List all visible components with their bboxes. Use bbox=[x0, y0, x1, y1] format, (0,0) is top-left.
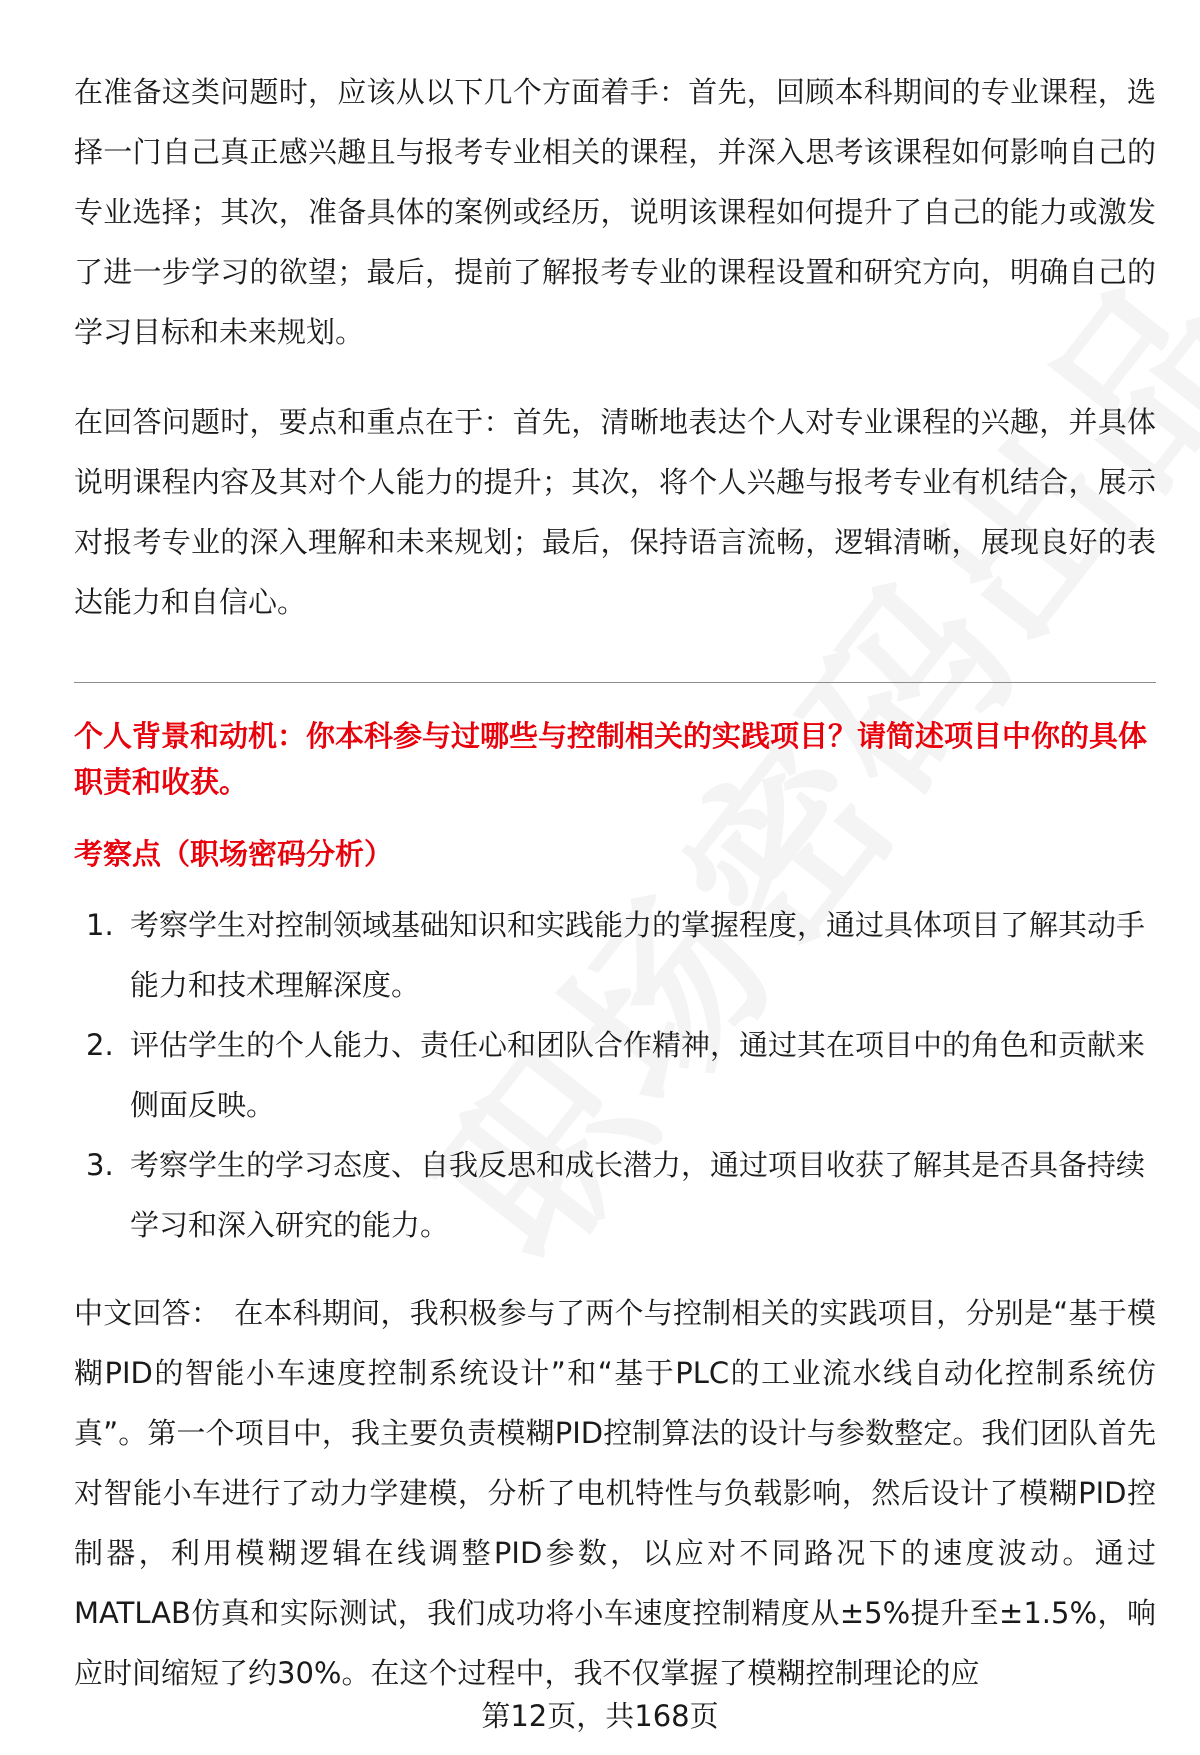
intro-paragraph-1: 在准备这类问题时，应该从以下几个方面着手：首先，回顾本科期间的专业课程，选择一门自己真正感兴趣且与报考专业相关的课程，并深入思考该课程如何影响自己的专业选择；其次，准备具体的案例或经历，说明该课程如何提升了自己的能力或激发了进一步学习的欲望；最后，提前了解报考专业的课程设置和研究方向，明确自己的学习目标和未来规划。 bbox=[74, 75, 1156, 349]
list-item-text: 考察学生的学习态度、自我反思和成长潜力，通过项目收获了解其是否具备持续学习和深入研究的能力。 bbox=[130, 1148, 1146, 1242]
question-heading: 个人背景和动机：你本科参与过哪些与控制相关的实践项目？请简述项目中你的具体职责和收获。 bbox=[74, 719, 1148, 799]
answer-label: 中文回答： bbox=[74, 1296, 221, 1330]
section-divider bbox=[74, 682, 1156, 683]
answer-text: 在本科期间，我积极参与了两个与控制相关的实践项目，分别是“基于模糊PID的智能小车速度控制系统设计”和“基于PLC的工业流水线自动化控制系统仿真”。第一个项目中，我主要负责模糊PID控制算法的设计与参数整定。我们团队首先对智能小车进行了动力学建模，分析了电机特性与负载影响，然后设计了模糊PID控制器，利用模糊逻辑在线调整PID参数，以应对不同路况下的速度波动。通过MATLAB仿真和实际测试，我们成功将小车速度控制精度从±5%提升至±1.5%，响应时间缩短了约30%。在这个过程中，我不仅掌握了模糊控制理论的应 bbox=[74, 1296, 1156, 1690]
answer-paragraph bbox=[74, 1283, 1156, 1703]
list-item-number: 1. bbox=[86, 908, 114, 942]
list-item bbox=[74, 1015, 1156, 1135]
list-item bbox=[74, 1135, 1156, 1255]
assessment-subheading: 考察点（职场密码分析） bbox=[74, 837, 394, 871]
assessment-points-list bbox=[74, 895, 1156, 1255]
list-item-number: 2. bbox=[86, 1028, 114, 1062]
list-item bbox=[74, 895, 1156, 1015]
page-number-footer: 第12页，共168页 bbox=[481, 1699, 719, 1733]
list-item-text: 评估学生的个人能力、责任心和团队合作精神，通过其在项目中的角色和贡献来侧面反映。 bbox=[130, 1028, 1146, 1122]
list-item-text: 考察学生对控制领域基础知识和实践能力的掌握程度，通过具体项目了解其动手能力和技术理解深度。 bbox=[130, 908, 1146, 1002]
list-item-number: 3. bbox=[86, 1148, 114, 1182]
document-page bbox=[74, 62, 1156, 1703]
intro-paragraph-2: 在回答问题时，要点和重点在于：首先，清晰地表达个人对专业课程的兴趣，并具体说明课程内容及其对个人能力的提升；其次，将个人兴趣与报考专业有机结合，展示对报考专业的深入理解和未来规划；最后，保持语言流畅，逻辑清晰，展现良好的表达能力和自信心。 bbox=[74, 405, 1156, 619]
